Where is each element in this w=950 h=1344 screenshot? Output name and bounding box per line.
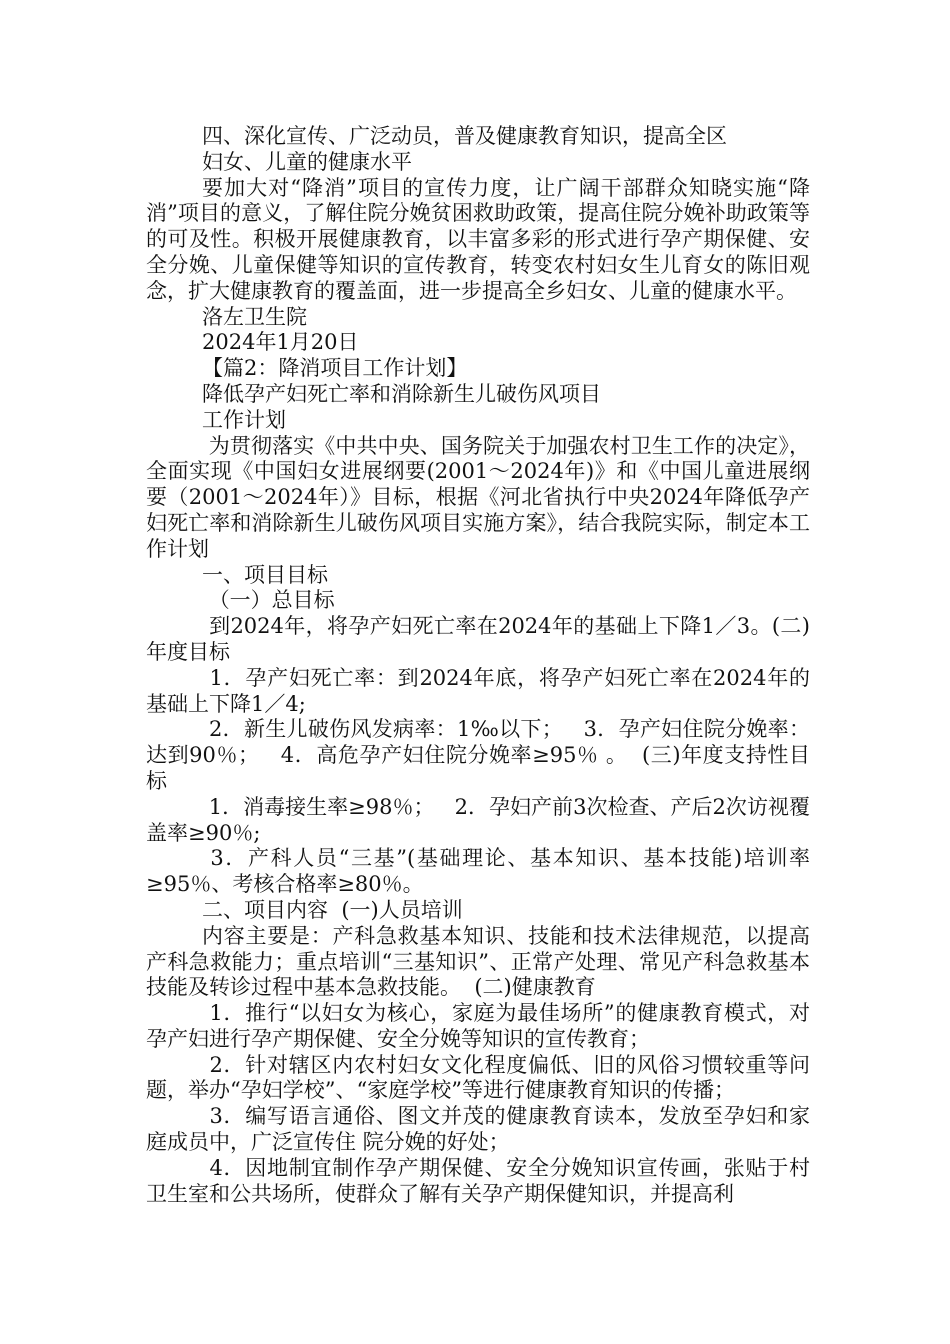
paragraph: 洛左卫生院 xyxy=(202,304,307,329)
paragraph: （一）总目标 xyxy=(202,588,335,613)
paragraph: 四、深化宣传、广泛动员，普及健康教育知识，提高全区 xyxy=(202,124,727,148)
paragraph: 二、项目内容 (一)人员培训 xyxy=(202,897,463,922)
paragraph: 2．新生儿破伤风发病率：1‰以下； 3．孕产妇住院分娩率：达到90％； 4．高危孕产妇住院分娩率≥95％ 。 (三)年度支持性目标 xyxy=(146,717,810,793)
paragraph: 1．消毒接生率≥98％； 2．孕妇产前3次检查、产后2次访视覆盖率≥90％; xyxy=(146,794,810,845)
paragraph: 妇女、儿童的健康水平 xyxy=(202,149,412,174)
document-page xyxy=(146,124,810,1207)
paragraph: 为贯彻落实《中共中央、国务院关于加强农村卫生工作的决定》，全面实现《中国妇女进展纲要(2001～2024年)》和《中国儿童进展纲要（2001～2024年）》目标，根据《河北省执行中央2024年降低孕产妇死亡率和消除新生儿破伤风项目实施方案》，结合我院实际，制定本工作计划 xyxy=(146,433,810,561)
paragraph: 1．推行“以妇女为核心，家庭为最佳场所”的健康教育模式，对孕产妇进行孕产期保健、安全分娩等知识的宣传教育； xyxy=(146,1001,810,1051)
paragraph: 2．针对辖区内农村妇女文化程度偏低、旧的风俗习惯较重等问题，举办“孕妇学校”、“家庭学校”等进行健康教育知识的传播； xyxy=(146,1052,811,1103)
paragraph: 降低孕产妇死亡率和消除新生儿破伤风项目 xyxy=(202,381,601,406)
paragraph: 1．孕产妇死亡率：到2024年底，将孕产妇死亡率在2024年的基础上下降1／4; xyxy=(146,665,810,716)
paragraph: 3．产科人员“三基”(基础理论、基本知识、基本技能)培训率≥95％、考核合格率≥80％。 xyxy=(146,846,810,897)
paragraph: 3．编写语言通俗、图文并茂的健康教育读本，发放至孕妇和家庭成员中，广泛宣传住 院分娩的好处； xyxy=(146,1104,811,1155)
paragraph: 一、项目目标 xyxy=(202,562,328,587)
paragraph: 工作计划 xyxy=(202,407,286,432)
paragraph: 4．因地制宜制作孕产期保健、安全分娩知识宣传画，张贴于村卫生室和公共场所，使群众了解有关孕产期保健知识，并提高利 xyxy=(146,1155,811,1206)
paragraph: 2024年1月20日 xyxy=(202,330,359,355)
paragraph: 【篇2：降消项目工作计划】 xyxy=(202,356,468,381)
paragraph: 到2024年，将孕产妇死亡率在2024年的基础上下降1／3。(二)年度目标 xyxy=(146,614,810,664)
paragraph: 内容主要是：产科急救基本知识、技能和技术法律规范，以提高产科急救能力；重点培训“三基知识”、正常产处理、常见产科急救基本技能及转诊过程中基本急救技能。 (二)健康教育 xyxy=(146,923,810,1000)
paragraph: 要加大对“降消”项目的宣传力度，让广阔干部群众知晓实施“降消”项目的意义，了解住院分娩贫困救助政策，提高住院分娩补助政策等的可及性。积极开展健康教育，以丰富多彩的形式进行孕产期保健、安全分娩、儿童保健等知识的宣传教育，转变农村妇女生儿育女的陈旧观念，扩大健康教育的覆盖面，进一步提高全乡妇女、儿童的健康水平。 xyxy=(146,175,810,303)
